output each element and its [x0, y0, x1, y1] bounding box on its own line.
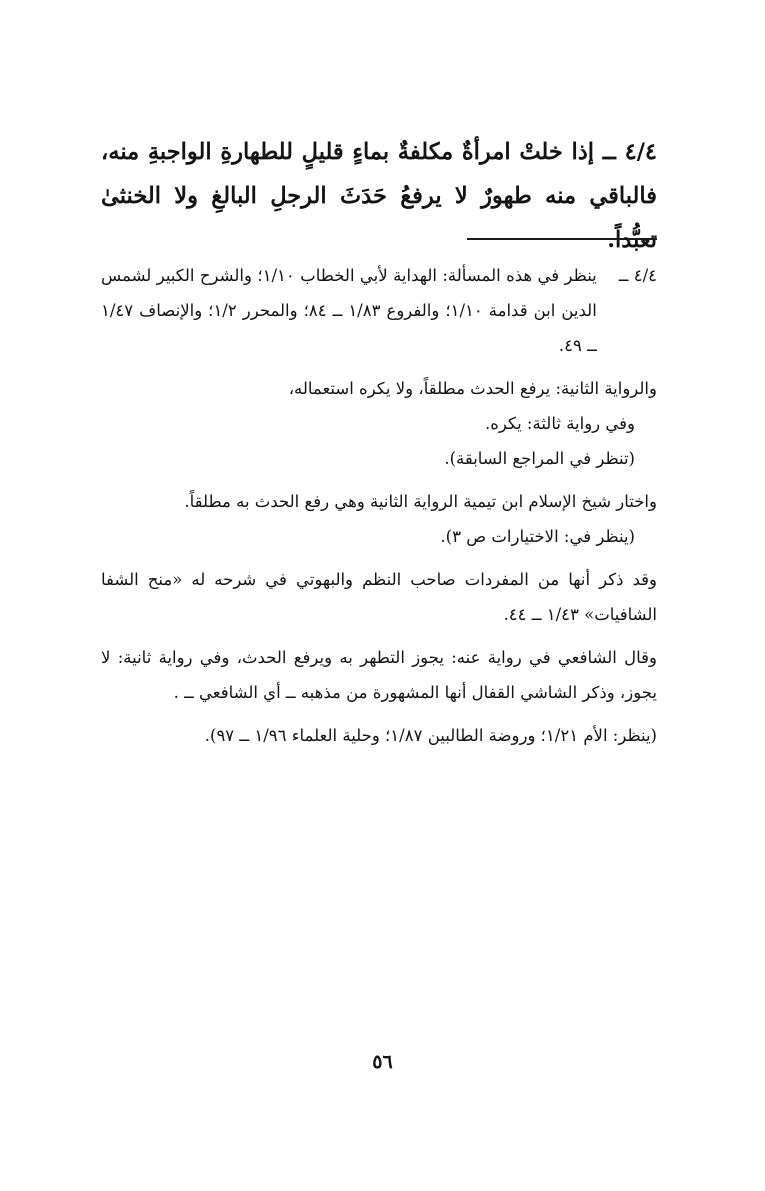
- footnote-entry: [101, 258, 657, 363]
- footnotes-section: [101, 258, 657, 753]
- see-previous-references: (تنظر في المراجع السابقة).: [444, 449, 635, 468]
- ikhtiyarat-reference: (ينظر في: الاختيارات ص ٣).: [440, 527, 635, 546]
- ibn-taymiyya-choice: واختار شيخ الإسلام ابن تيمية الرواية الثانية وهي رفع الحدث به مطلقاً.: [184, 492, 657, 511]
- footnote-intro: ينظر في هذه المسألة: الهداية لأبي الخطاب ١/١٠؛ والشرح الكبير لشمس الدين ابن قدامة ١/١٠؛ والفروع ١/٨٣ ــ ٨٤؛ والمحرر ١/٢؛ والإنصاف ١/٤٧ ــ ٤٩.: [101, 266, 597, 355]
- second-narration: والرواية الثانية: يرفع الحدث مطلقاً، ولا يكره استعماله،: [288, 379, 657, 398]
- umm-references: (ينظر: الأم ١/٢١؛ وروضة الطالبين ١/٨٧؛ وحلية العلماء ١/٩٦ ــ ٩٧).: [204, 726, 657, 745]
- shafii-opinion: وقال الشافعي في رواية عنه: يجوز التطهر به ويرفع الحدث، وفي رواية ثانية: لا يجوز، وذكر الشاشي القفال أنها المشهورة من مذهبه ــ أي الشافعي ــ .: [101, 648, 657, 702]
- main-text-paragraph: [101, 130, 657, 262]
- mufradat-note: وقد ذكر أنها من المفردات صاحب النظم والبهوتي في شرحه له «منح الشفا الشافيات» ١/٤٣ ــ ٤٤.: [101, 570, 657, 624]
- main-text: ٤/٤ ــ إذا خلتْ امرأةٌ مكلفةٌ بماءٍ قليلٍ للطهارةِ الواجبةِ منه، فالباقي منه طهورٌ لا يرفعُ حَدَثَ الرجلِ البالغِ ولا الخنثىٰ تعبُّداً.: [101, 139, 657, 253]
- footnote-separator: [467, 238, 657, 240]
- third-narration: وفي رواية ثالثة: يكره.: [484, 414, 635, 433]
- footnote-number: ٤/٤ ــ: [618, 266, 657, 285]
- page-number: ٥٦: [372, 1051, 393, 1073]
